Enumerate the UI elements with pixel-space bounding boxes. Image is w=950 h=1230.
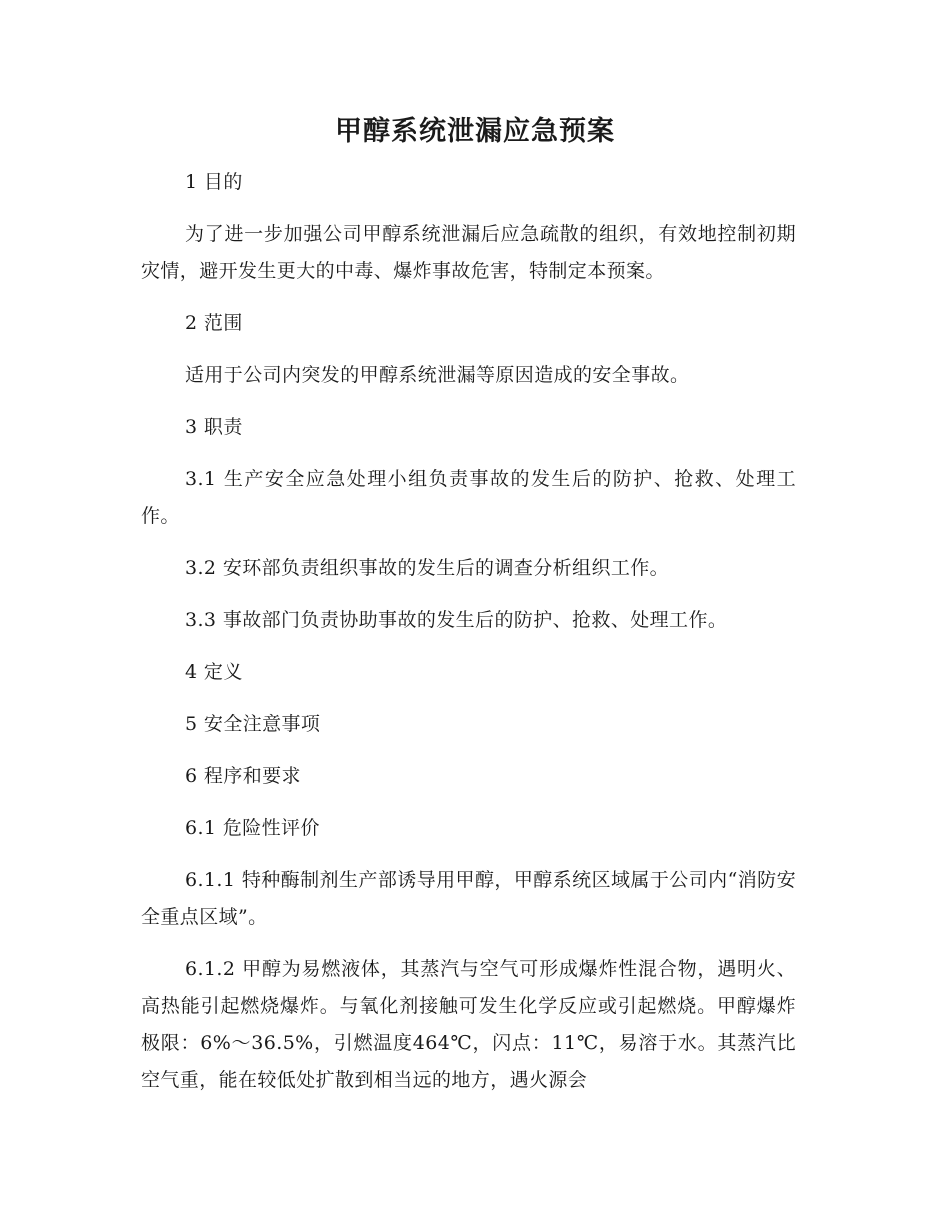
- heading-safety-notes: 5 安全注意事项: [185, 713, 321, 735]
- paragraph-6-1-1: 6.1.1 特种酶制剂生产部诱导用甲醇，甲醇系统区域属于公司内“消防安全重点区域”。: [141, 869, 796, 928]
- paragraph-responsibility-3-2: 3.2 安环部负责组织事故的发生后的调查分析组织工作。: [185, 557, 670, 579]
- heading-scope: 2 范围: [185, 312, 243, 334]
- heading-definitions: 4 定义: [185, 661, 243, 683]
- document-title: 甲醇系统泄漏应急预案: [335, 116, 615, 147]
- heading-risk-assessment: 6.1 危险性评价: [185, 817, 320, 839]
- document-body: [141, 164, 796, 1114]
- heading-purpose: 1 目的: [185, 171, 243, 193]
- paragraph-6-1-2: 6.1.2 甲醇为易燃液体，其蒸汽与空气可形成爆炸性混合物，遇明火、高热能引起燃烧爆炸。与氧化剂接触可发生化学反应或引起燃烧。甲醇爆炸极限：6%～36.5%，引燃温度464℃，闪点：11℃，易溶于水。其蒸汽比空气重，能在较低处扩散到相当远的地方，遇火源会: [141, 958, 796, 1091]
- heading-procedures: 6 程序和要求: [185, 765, 301, 787]
- paragraph-responsibility-3-1: 3.1 生产安全应急处理小组负责事故的发生后的防护、抢救、处理工作。: [141, 468, 796, 527]
- paragraph-purpose: 为了进一步加强公司甲醇系统泄漏后应急疏散的组织，有效地控制初期灾情，避开发生更大的中毒、爆炸事故危害，特制定本预案。: [141, 223, 796, 282]
- paragraph-scope: 适用于公司内突发的甲醇系统泄漏等原因造成的安全事故。: [185, 364, 690, 386]
- heading-responsibilities: 3 职责: [185, 416, 243, 438]
- paragraph-responsibility-3-3: 3.3 事故部门负责协助事故的发生后的防护、抢救、处理工作。: [185, 609, 728, 631]
